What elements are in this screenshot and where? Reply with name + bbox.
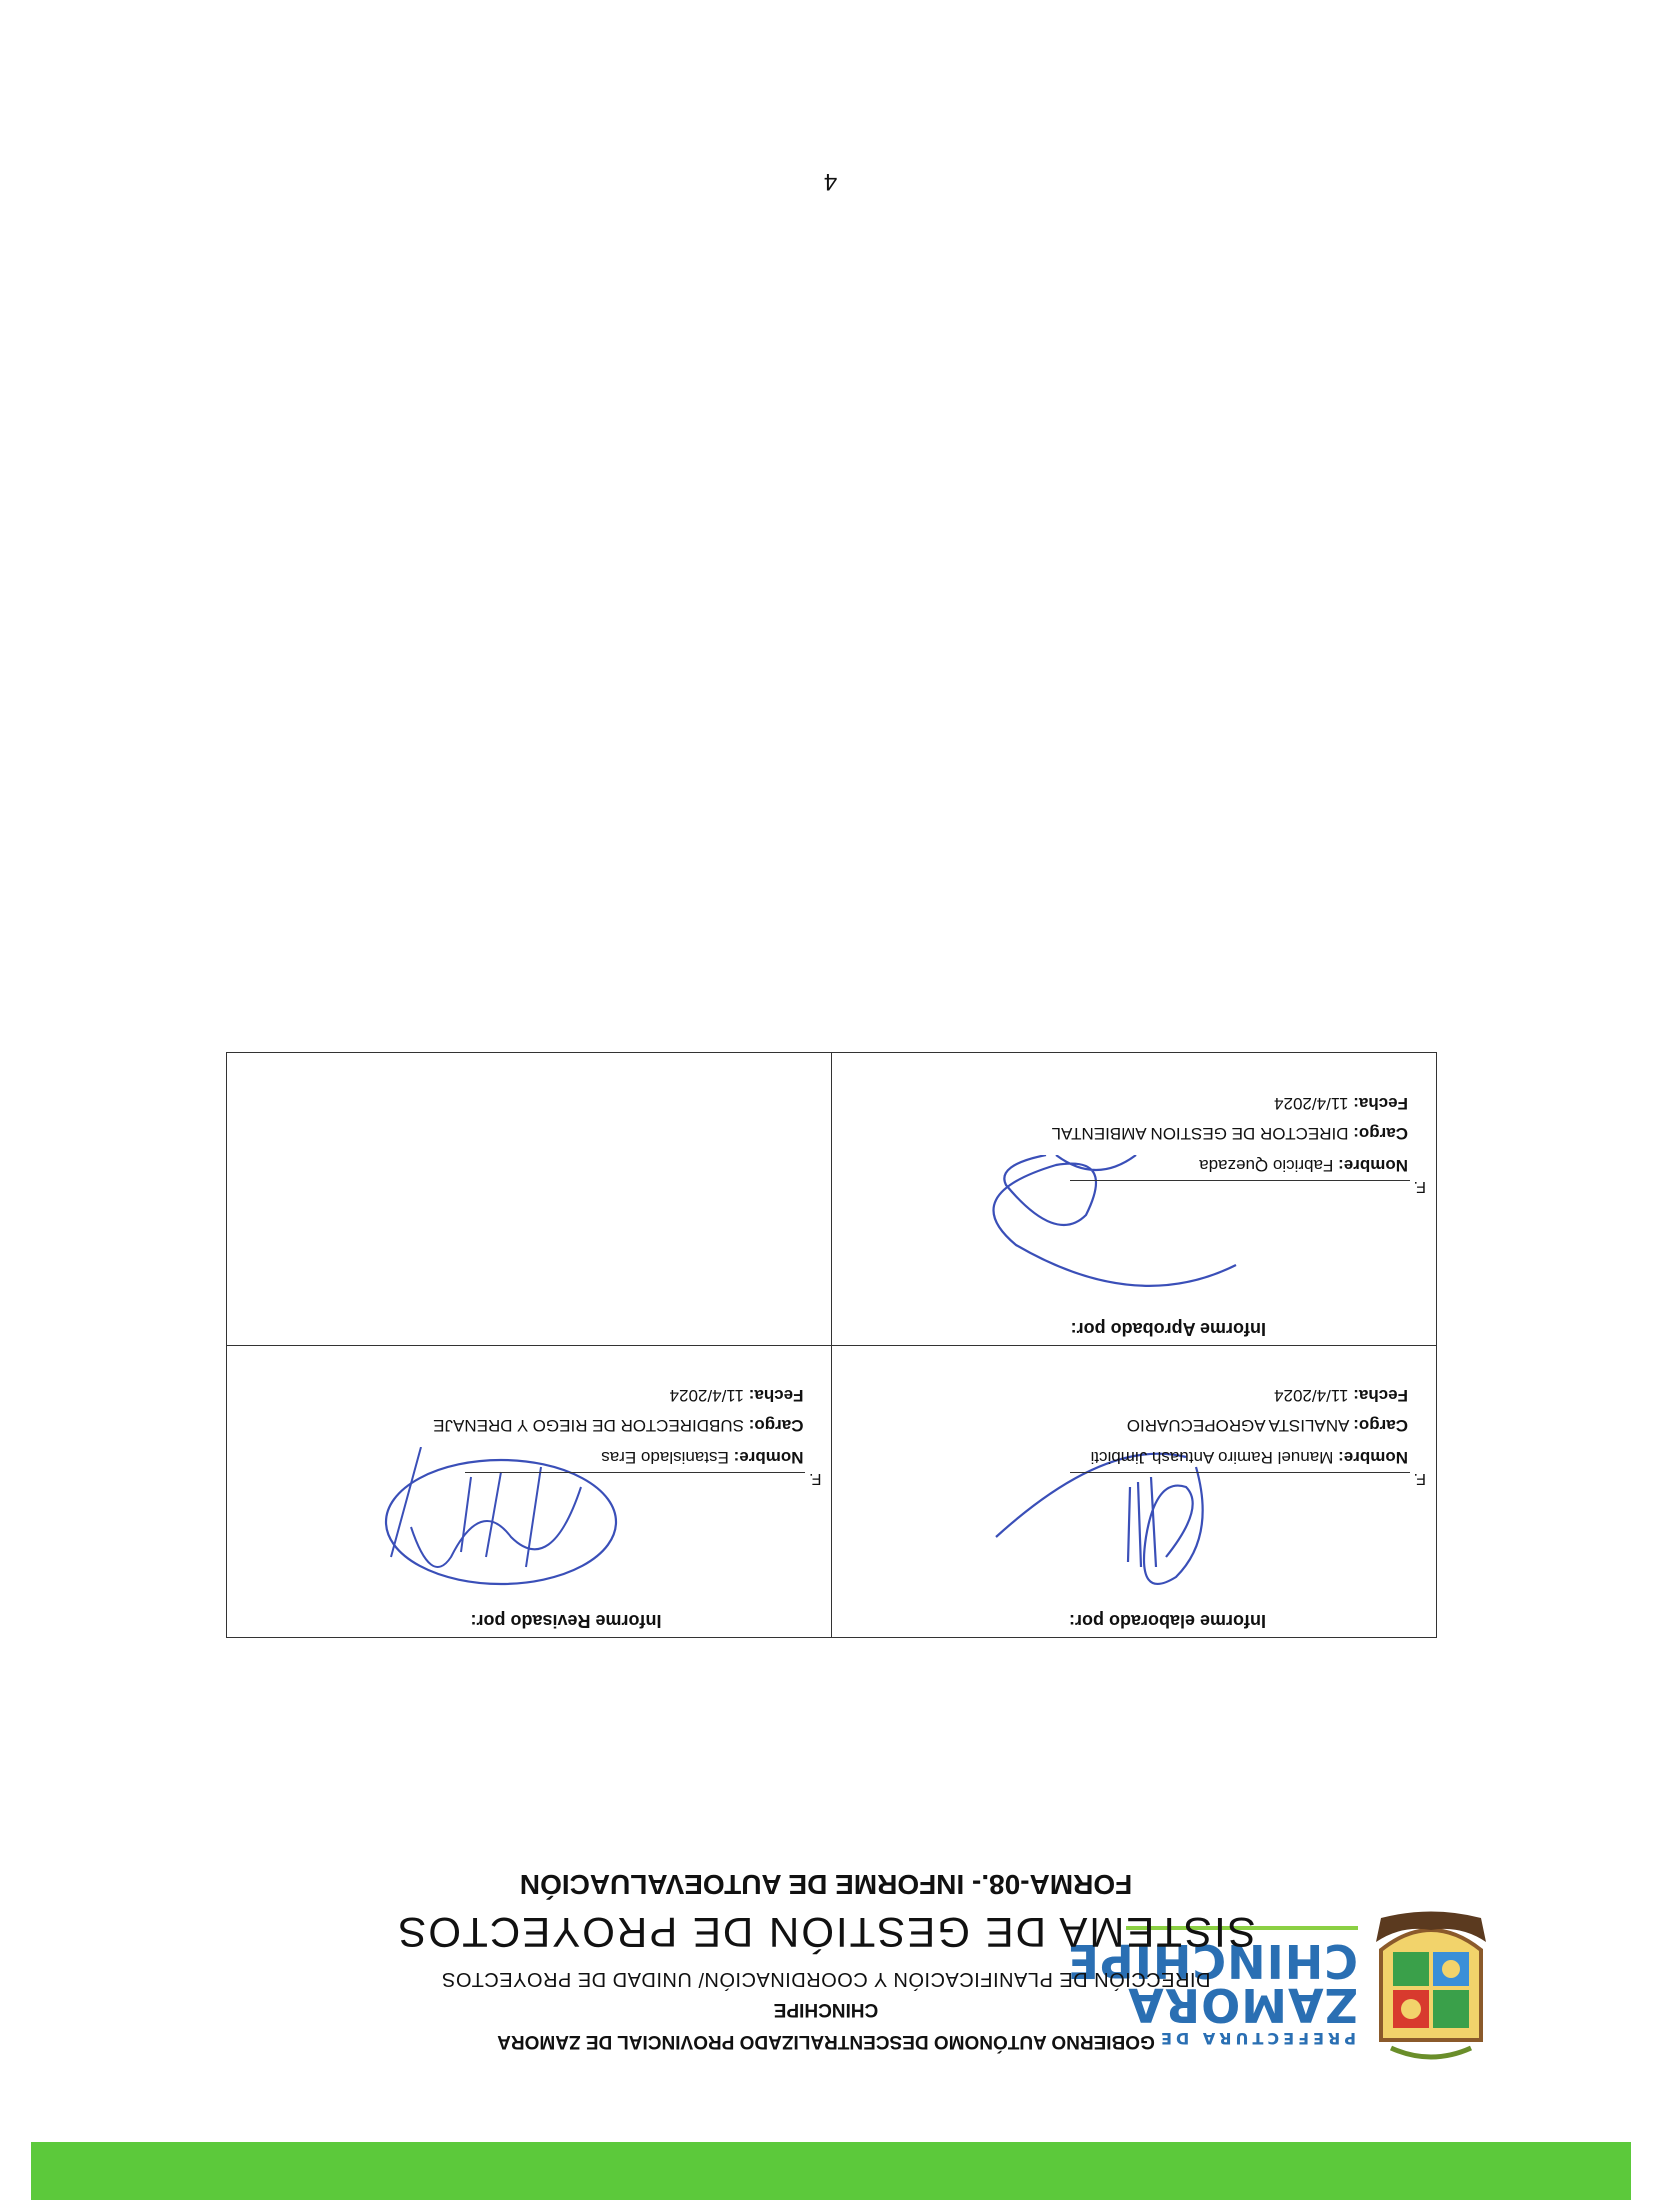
signature-table (226, 1052, 1437, 1638)
nombre-label: Nombre: (1338, 1156, 1408, 1175)
elaborado-nombre: Manuel Ramiro Antuash Jimbicti (1090, 1448, 1334, 1467)
aprobado-nombre: Fabricio Quezada (1199, 1156, 1334, 1175)
revisado-cargo-row (433, 1415, 803, 1435)
institution-name: GOBIERNO AUTÓNOMO DESCENTRALIZADO PROVINCIAL DE ZAMORA (497, 2031, 1155, 2052)
aprobado-label: Informe Aprobado por: (1070, 1319, 1266, 1339)
elaborado-cargo: ANALISTA AGROPECUARIO (1126, 1416, 1350, 1435)
aprobado-signature-line (1070, 1180, 1410, 1181)
nombre-label: Nombre: (1338, 1448, 1408, 1467)
logo-zamora-text: ZAMORA (1127, 1978, 1358, 2032)
fecha-label: Fecha: (1353, 1386, 1408, 1405)
elaborado-fecha: 11/4/2024 (1274, 1386, 1349, 1405)
cargo-label: Cargo: (1353, 1124, 1408, 1143)
revisado-cargo: SUBDIRECTOR DE RIEGO Y DRENAJE (433, 1416, 744, 1435)
aprobado-cargo-row (1052, 1123, 1408, 1143)
provincial-crest-icon (1371, 1910, 1491, 2060)
fecha-label: Fecha: (1353, 1094, 1408, 1113)
aprobado-nombre-row (1199, 1155, 1408, 1175)
revisado-signature-line (466, 1472, 806, 1473)
directorate-line: DIRECCIÓN DE PLANIFICACIÓN Y COORDINACIÓN/ UNIDAD DE PROYECTOS (441, 1968, 1211, 1990)
elaborado-label: Informe elaborado por: (1068, 1611, 1266, 1631)
aprobado-fecha-row (1274, 1093, 1408, 1113)
page-number: 4 (823, 168, 838, 195)
handwritten-signature-elaborado (956, 1447, 1256, 1597)
elaborado-nombre-row (1091, 1447, 1408, 1467)
system-title: SISTEMA DE GESTIÓN DE PROYECTOS (396, 1909, 1256, 1956)
aprobado-f-label: F. (1413, 1178, 1426, 1195)
handwritten-signature-revisado (352, 1447, 652, 1597)
cargo-label: Cargo: (748, 1416, 804, 1435)
revisado-nombre: Estanislado Eras (601, 1448, 729, 1467)
elaborado-signature-line (1070, 1472, 1410, 1473)
handwritten-signature-aprobado (956, 1155, 1256, 1305)
signature-cell-aprobado (832, 1053, 1437, 1345)
fecha-label: Fecha: (748, 1386, 804, 1405)
logo-prefectura-label: PREFECTURA DE (1157, 2029, 1356, 2048)
revisado-fecha: 11/4/2024 (669, 1386, 744, 1405)
signature-cell-revisado (227, 1345, 832, 1637)
elaborado-cargo-row (1127, 1415, 1408, 1435)
document-header (0, 1770, 1661, 2200)
aprobado-fecha: 11/4/2024 (1274, 1094, 1349, 1113)
signature-cell-empty (227, 1053, 832, 1345)
institution-name-line2: CHINCHIPE (773, 1999, 879, 2020)
elaborado-f-label: F. (1413, 1470, 1426, 1487)
elaborado-fecha-row (1274, 1385, 1408, 1405)
revisado-fecha-row (670, 1385, 804, 1405)
revisado-f-label: F. (809, 1470, 822, 1487)
logo-chinchipe-text: CHINCHIPE (1066, 1934, 1358, 1988)
revisado-label: Informe Revisado por: (470, 1611, 662, 1631)
form-title: FORMA-08.- INFORME DE AUTOEVALUACIÓN (519, 1869, 1133, 1900)
cargo-label: Cargo: (1353, 1416, 1408, 1435)
revisado-nombre-row (601, 1447, 803, 1467)
signature-cell-elaborado (832, 1345, 1437, 1637)
nombre-label: Nombre: (733, 1448, 804, 1467)
aprobado-cargo: DIRECTOR DE GESTION AMBIENTAL (1051, 1124, 1349, 1143)
